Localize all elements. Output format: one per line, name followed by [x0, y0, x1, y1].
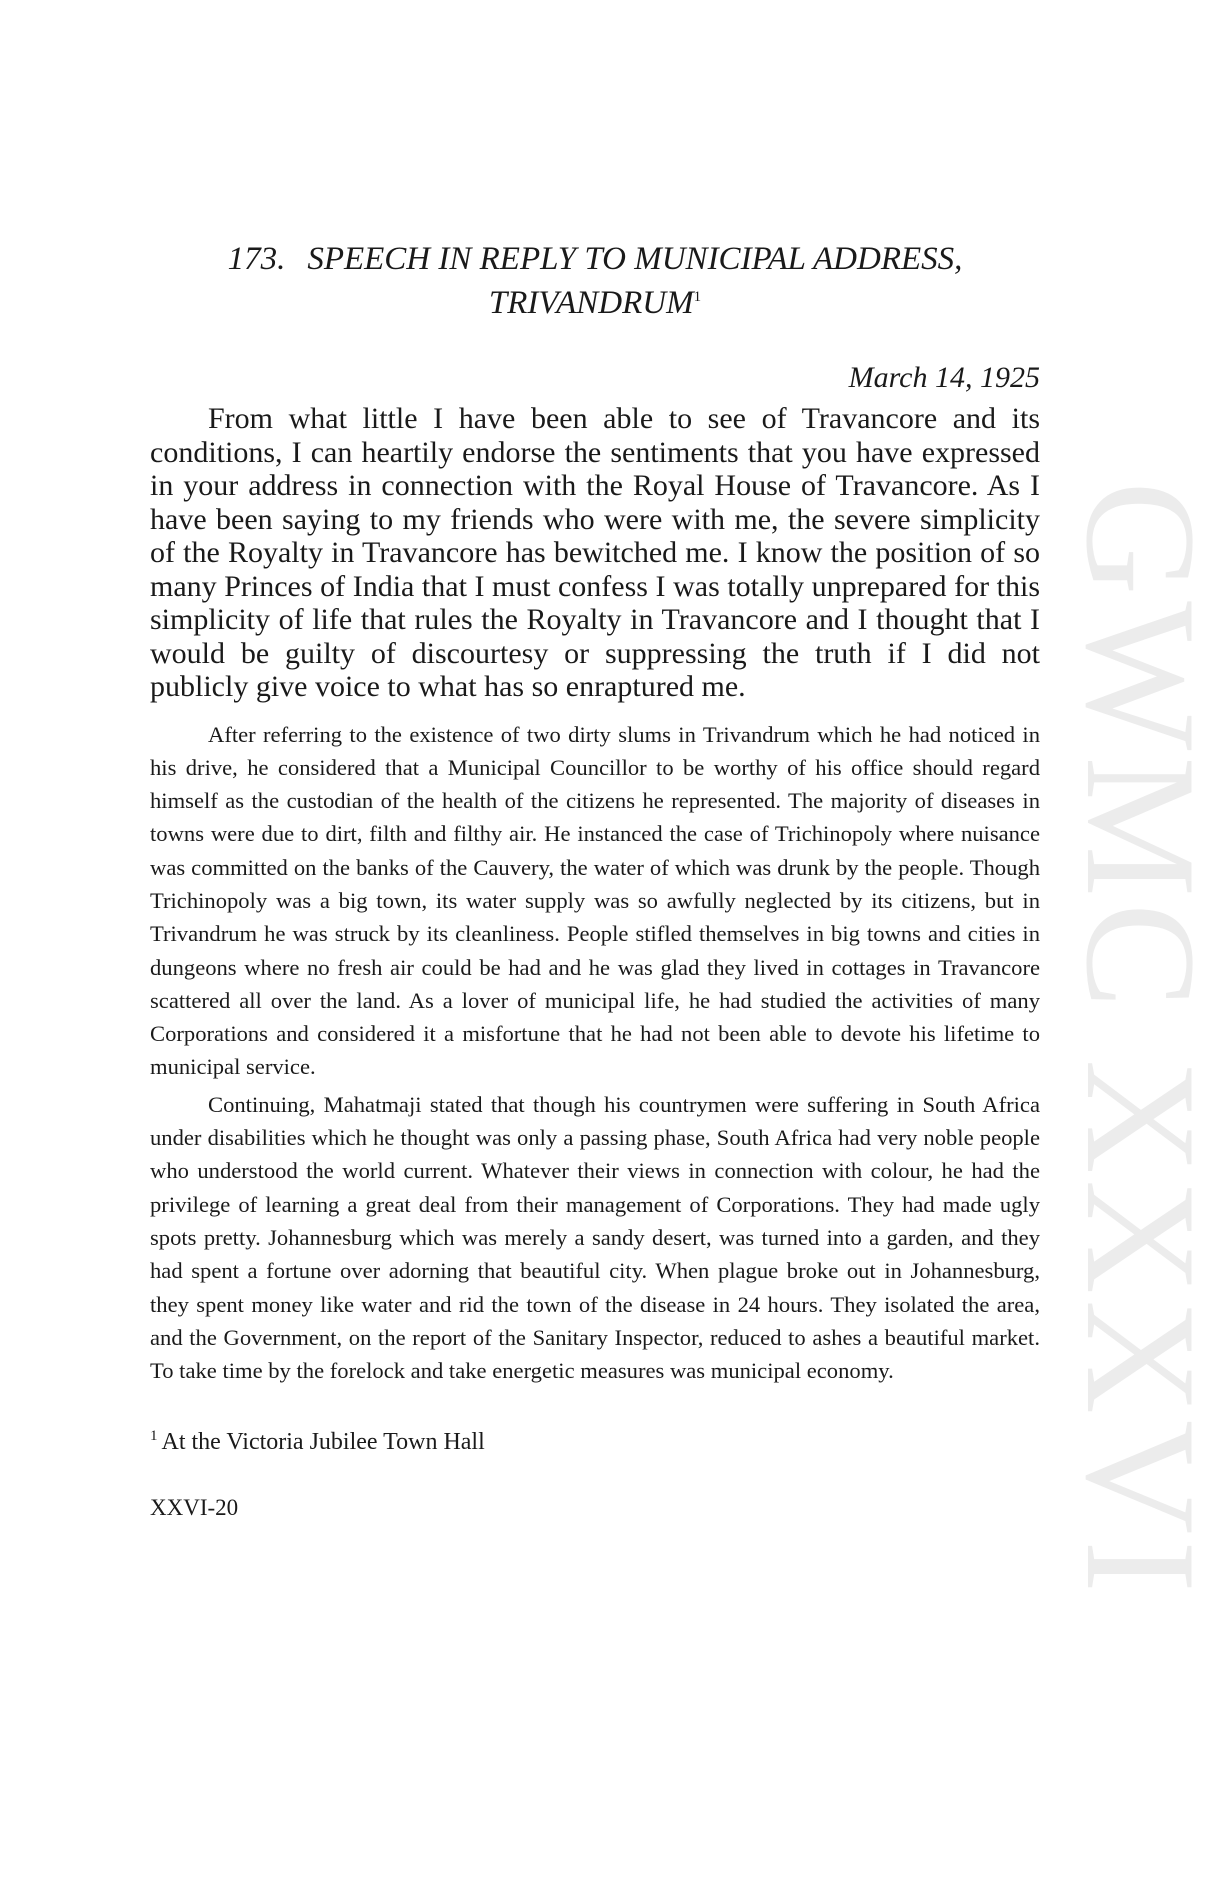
- report-paragraph-1: After referring to the existence of two dirty slums in Trivandrum which he had noticed in his drive, he considered that a Municipal Councillor to be worthy of his office should regard himself as the custodian of the health of the citizens he represented. The majority of diseases in towns were due to dirt, filth and filthy air. He instanced the case of Trichinopoly where nuisance was committed on the banks of the Cauvery, the water of which was drunk by the people. Though Trichinopoly was a big town, its water supply was so awfully neglected by its citizens, but in Trivandrum he was struck by its cleanliness. People stifled themselves in big towns and cities in dungeons where no fresh air could be had and he was glad they lived in cottages in Travancore scattered all over the land. As a lover of municipal life, he had studied the activities of many Corporations and considered it a misfortune that he had not been able to devote his lifetime to municipal service.: [150, 721, 1040, 1080]
- speech-paragraph: From what little I have been able to see of Travancore and its conditions, I can heartily endorse the sentiments that you have expressed in your address in connection with the Royal House of Travancore. As I have been saying to my friends who were with me, the severe simplicity of the Royalty in Travancore has bewitched me. I know the position of so many Princes of India that I must confess I was totally unprepared for this simplicity of life that rules the Royalty in Travancore and I thought that I would be guilty of discourtesy or suppressing the truth if I did not publicly give voice to what has so enraptured me.: [150, 402, 1040, 703]
- title-line-1: SPEECH IN REPLY TO MUNICIPAL ADDRESS,: [307, 241, 963, 277]
- footnote-marker: 1: [150, 1428, 158, 1445]
- title-footnote-marker: 1: [693, 289, 702, 305]
- document-page: [150, 240, 1040, 1521]
- footnote-text: At the Victoria Jubilee Town Hall: [161, 1429, 485, 1456]
- title-line-2: TRIVANDRUM: [488, 285, 694, 321]
- volume-watermark: GWMC XXXVI: [1053, 481, 1228, 1599]
- report-paragraph-2: Continuing, Mahatmaji stated that though his countrymen were suffering in South Africa under disabilities which he thought was only a passing phase, South Africa had very noble people who understood the world current. Whatever their views in connection with colour, he had the privilege of learning a great deal from their management of Corporations. They had made ugly spots pretty. Johannesburg which was merely a sandy desert, was turned into a garden, and they had spent a fortune over adorning that beautiful city. When plague broke out in Johannesburg, they spent money like water and rid the town of the disease in 24 hours. They isolated the area, and the Government, on the report of the Sanitary Inspector, reduced to ashes a beautiful market. To take time by the forelock and take energetic measures was municipal economy.: [150, 1091, 1040, 1384]
- speech-date: March 14, 1925: [848, 361, 1040, 394]
- footnote: [150, 1421, 1040, 1457]
- page-signature: XXVI-20: [150, 1495, 239, 1521]
- document-number: 173.: [227, 241, 286, 277]
- document-title: [150, 240, 1040, 322]
